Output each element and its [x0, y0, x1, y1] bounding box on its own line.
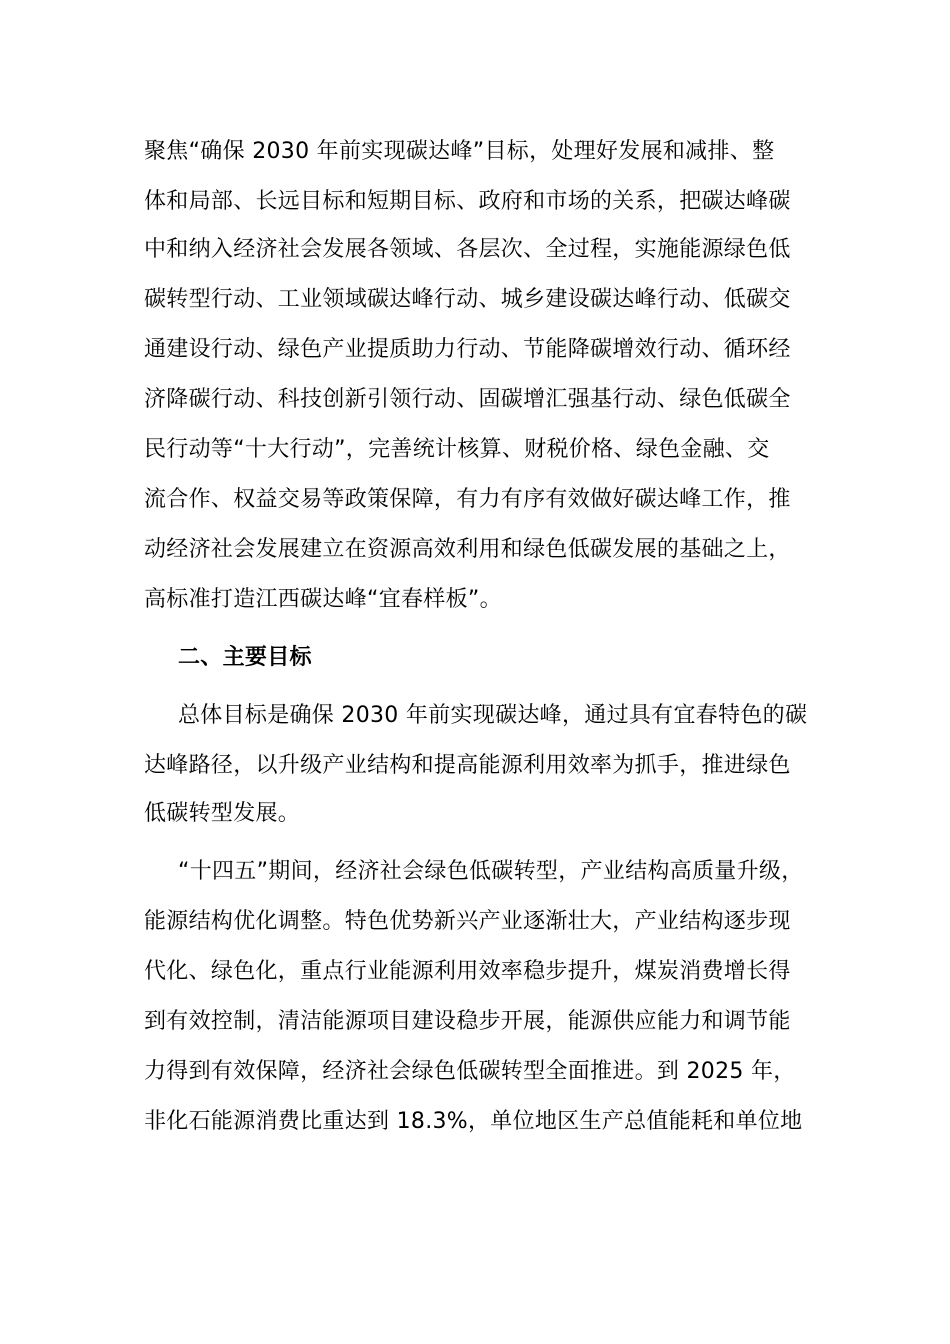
paragraph-1-line: 民行动等“十大行动”，完善统计核算、财税价格、绿色金融、交 — [144, 437, 770, 462]
paragraph-1-line: 中和纳入经济社会发展各领域、各层次、全过程，实施能源绿色低 — [144, 237, 791, 262]
paragraph-3-line: 非化石能源消费比重达到 18.3%，单位地区生产总值能耗和单位地 — [144, 1109, 803, 1134]
paragraph-2-line: 低碳转型发展。 — [144, 801, 301, 826]
paragraph-1-line: 济降碳行动、科技创新引领行动、固碳增汇强基行动、绿色低碳全 — [144, 387, 791, 412]
paragraph-3-line: 能源结构优化调整。特色优势新兴产业逐渐壮大，产业结构逐步现 — [144, 909, 791, 934]
paragraph-3-line: “十四五”期间，经济社会绿色低碳转型，产业结构高质量升级， — [178, 859, 804, 884]
paragraph-3-line: 力得到有效保障，经济社会绿色低碳转型全面推进。到 2025 年， — [144, 1059, 796, 1084]
paragraph-3-line: 到有效控制，清洁能源项目建设稳步开展，能源供应能力和调节能 — [144, 1009, 791, 1034]
paragraph-3-line: 代化、绿色化，重点行业能源利用效率稳步提升，煤炭消费增长得 — [144, 959, 791, 984]
paragraph-1-line: 高标准打造江西碳达峰“宜春样板”。 — [144, 587, 502, 612]
paragraph-1-line: 通建设行动、绿色产业提质助力行动、节能降碳增效行动、循环经 — [144, 337, 791, 362]
paragraph-2-line: 达峰路径，以升级产业结构和提高能源利用效率为抓手，推进绿色 — [144, 753, 791, 778]
paragraph-1-line: 流合作、权益交易等政策保障，有力有序有效做好碳达峰工作，推 — [144, 487, 791, 512]
paragraph-2-line: 总体目标是确保 2030 年前实现碳达峰，通过具有宜春特色的碳 — [178, 703, 808, 728]
paragraph-1-line: 体和局部、长远目标和短期目标、政府和市场的关系，把碳达峰碳 — [144, 189, 791, 214]
paragraph-1-line: 动经济社会发展建立在资源高效利用和绿色低碳发展的基础之上， — [144, 537, 791, 562]
paragraph-1-line: 碳转型行动、工业领域碳达峰行动、城乡建设碳达峰行动、低碳交 — [144, 287, 791, 312]
paragraph-1-line: 聚焦“确保 2030 年前实现碳达峰”目标，处理好发展和减排、整 — [144, 139, 775, 164]
section-heading: 二、主要目标 — [178, 645, 312, 670]
